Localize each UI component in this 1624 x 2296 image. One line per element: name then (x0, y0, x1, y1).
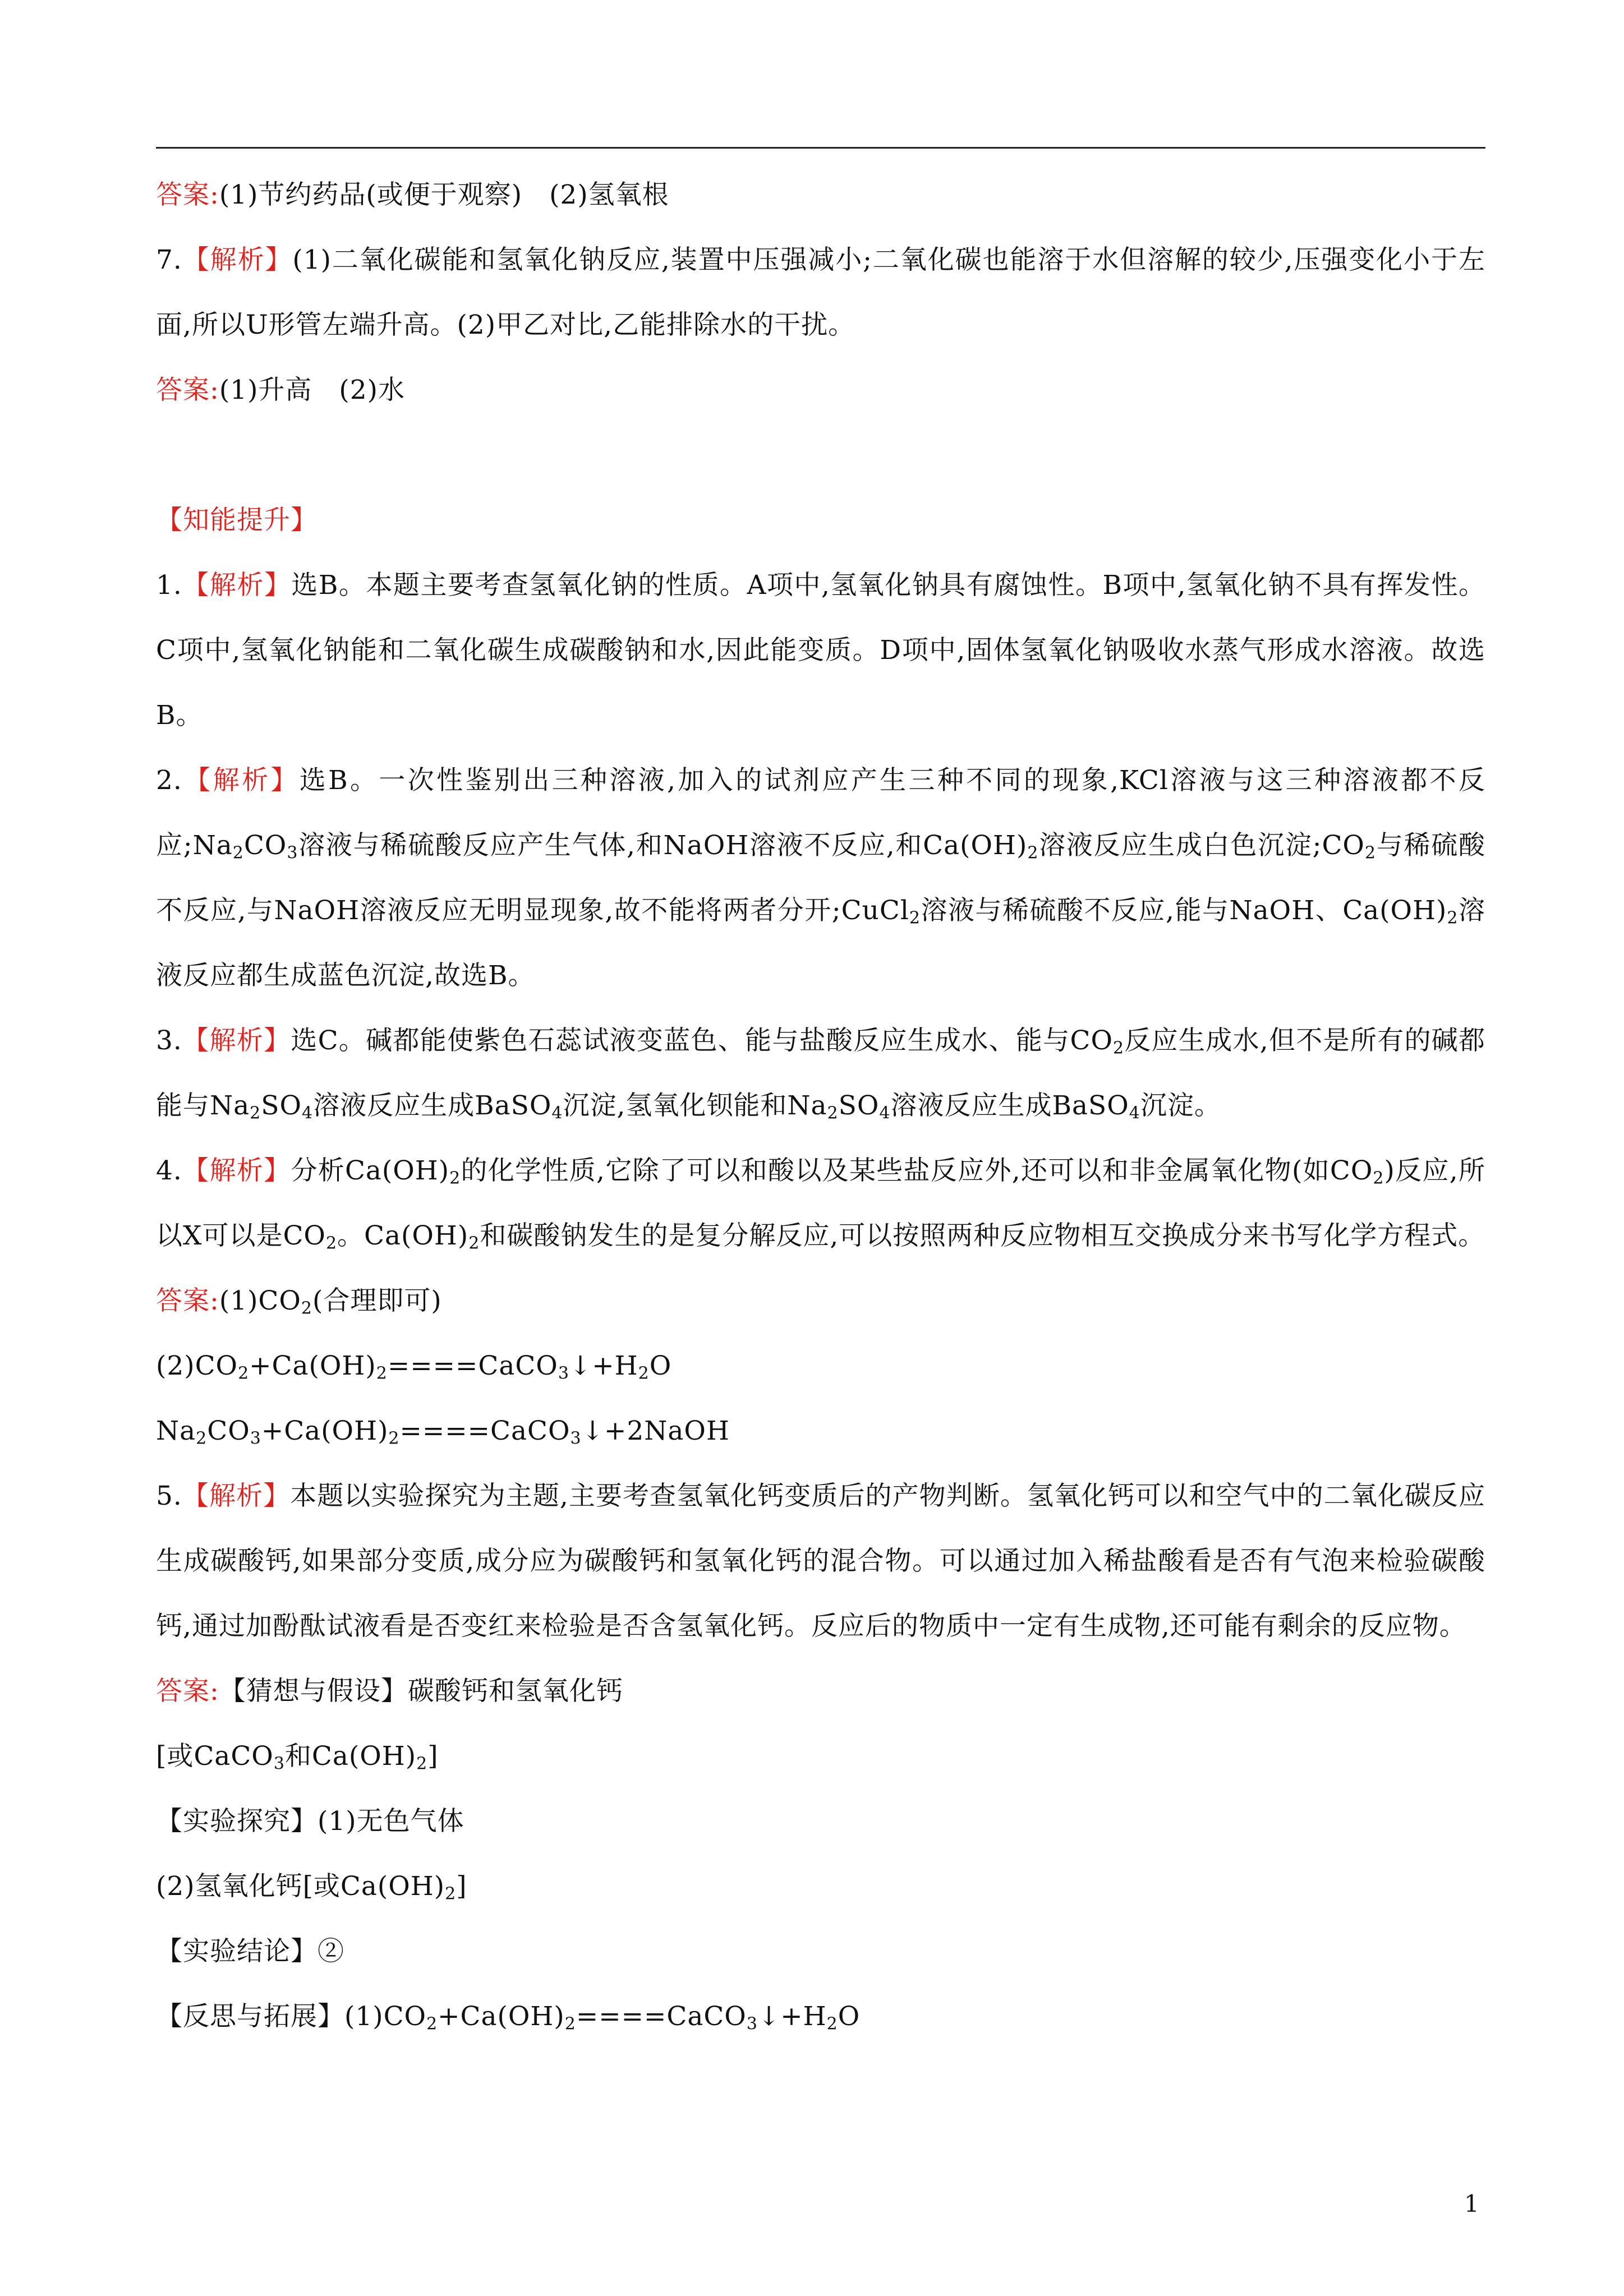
answer-5-hypothesis-alt: [或CaCO$_3$和$Ca(OH)_2$] (156, 1741, 439, 1774)
document-body (156, 163, 1485, 2049)
section-heading: 【知能提升】 (156, 505, 318, 536)
answer-4-equation-2: $Na_2CO_3+Ca(OH)_2====CaCO_3↓+2NaOH$ (156, 1416, 730, 1449)
answer-6: 答案:(1)节约药品(或便于观察) (2)氢氧根 (156, 179, 669, 210)
answer-5-reflection: 【反思与拓展】$(1)CO_2+Ca(OH)_2====CaCO_3↓+H_2O$ (156, 2001, 861, 2034)
answer-5-experiment-1: 【实验探究】(1)无色气体 (156, 1806, 464, 1837)
item-3-analysis: 3.【解析】选C。碱都能使紫色石蕊试液变蓝色、能与盐酸反应生成水、能与$CO_2$反应生成水,但不是所有的碱都能与$Na_2SO_4$溶液反应生成BaSO$_4$沉淀,氢氧化钡能和$Na_2SO_4$溶液反应生成BaSO$_4$沉淀。 (156, 1025, 1486, 1123)
answer-4-equation-1: $(2)CO_2+Ca(OH)_2====CaCO_3↓+H_2O$ (156, 1350, 672, 1384)
item-4-analysis: 4.【解析】分析$Ca(OH)_2$的化学性质,它除了可以和酸以及某些盐反应外,还可以和非金属氧化物(如$CO_2$)反应,所以X可以是$CO_2$。$Ca(OH)_2$和碳酸钠发生的是复分解反应,可以按照两种反应物相互交换成分来书写化学方程式。 (156, 1155, 1485, 1253)
answer-7: 答案:(1)升高 (2)水 (156, 375, 405, 405)
answer-4-part-1: 答案$:(1)CO_2$(合理即可) (156, 1285, 442, 1318)
item-1-analysis: 1.【解析】选B。本题主要考查氢氧化钠的性质。A项中,氢氧化钠具有腐蚀性。B项中,氢氧化钠不具有挥发性。C项中,氢氧化钠能和二氧化碳生成碳酸钠和水,因此能变质。D项中,固体氢氧化钠吸收水蒸气形成水溶液。故选B。 (156, 570, 1485, 731)
item-5-analysis: 5.【解析】本题以实验探究为主题,主要考查氢氧化钙变质后的产物判断。氢氧化钙可以和空气中的二氧化碳反应生成碳酸钙,如果部分变质,成分应为碳酸钙和氢氧化钙的混合物。可以通过加入稀盐酸看是否有气泡来检验碳酸钙,通过加酚酞试液看是否变红来检验是否含氢氧化钙。反应后的物质中一定有生成物,还可能有剩余的反应物。 (156, 1481, 1485, 1642)
spacer (156, 423, 1485, 488)
answer-5-conclusion: 【实验结论】② (156, 1936, 344, 1967)
question-7-analysis: 7.【解析】(1)二氧化碳能和氢氧化钠反应,装置中压强减小;二氧化碳也能溶于水但溶解的较少,压强变化小于左面,所以U形管左端升高。(2)甲乙对比,乙能排除水的干扰。 (156, 245, 1485, 340)
answer-5-hypothesis: 答案:【猜想与假设】碳酸钙和氢氧化钙 (156, 1676, 623, 1707)
item-2-analysis: 2.【解析】选B。一次性鉴别出三种溶液,加入的试剂应产生三种不同的现象,KCl溶液与这三种溶液都不反应$;Na_2CO_3$溶液与稀硫酸反应产生气体,和NaOH溶液不反应,和$Ca(OH)_2$溶液反应生成白色沉淀$;CO_2$与稀硫酸不反应,与NaOH溶液反应无明显现象,故不能将两者分开;CuCl$_2$溶液与稀硫酸不反应,能与NaOH、$Ca(OH)_2$溶液反应都生成蓝色沉淀,故选B。 (156, 765, 1486, 991)
page-number: 1 (1464, 2190, 1479, 2217)
header-rule (156, 147, 1485, 149)
answer-5-experiment-2: (2)氢氧化钙[或$Ca(OH)_2$] (156, 1871, 467, 1904)
